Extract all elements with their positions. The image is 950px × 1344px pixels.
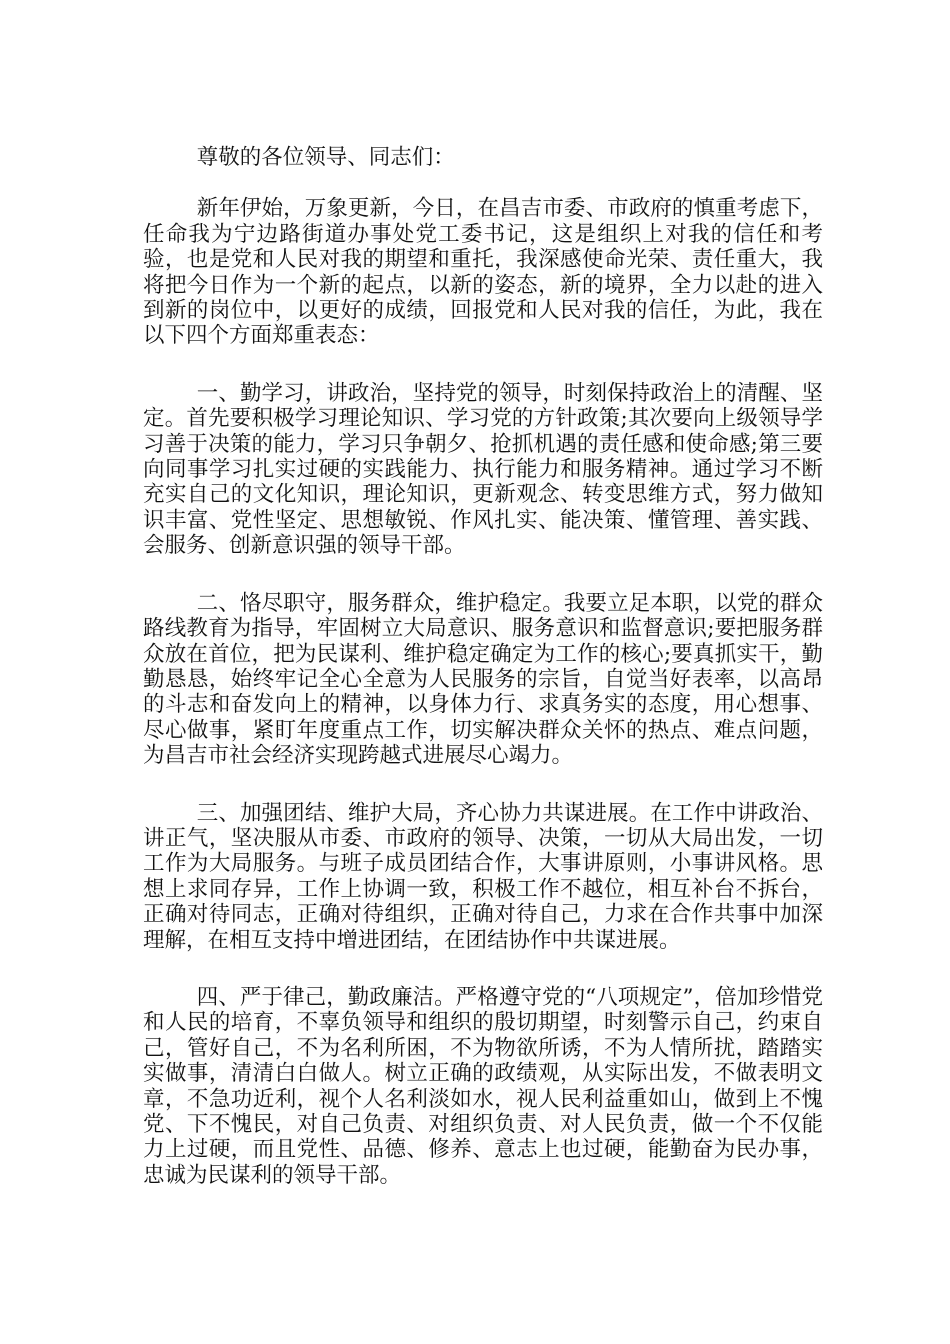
paragraph-point-4: 四、严于律己，勤政廉洁。严格遵守党的“八项规定”，倍加珍惜党和人民的培育，不辜负领导和组织的殷切期望，时刻警示自己，约束自己，管好自己，不为名利所困，不为物欲所诱，不为人情所扰，踏踏实实做事，清清白白做人。树立正确的政绩观，从实际出发，不做表明文章，不急功近利，视个人名利淡如水，视人民利益重如山，做到上不愧党、下不愧民，对自己负责、对组织负责、对人民负责，做一个不仅能力上过硬，而且党性、品德、修养、意志上也过硬，能勤奋为民办事，忠诚为民谋利的领导干部。 (143, 984, 823, 1188)
salutation: 尊敬的各位领导、同志们： (196, 145, 455, 170)
document-body (143, 145, 823, 1220)
paragraph-point-1: 一、勤学习，讲政治，坚持党的领导，时刻保持政治上的清醒、坚定。首先要积极学习理论知识、学习党的方针政策;其次要向上级领导学习善于决策的能力，学习只争朝夕、抢抓机遇的责任感和使命感;第三要向同事学习扎实过硬的实践能力、执行能力和服务精神。通过学习不断充实自己的文化知识，理论知识，更新观念、转变思维方式，努力做知识丰富、党性坚定、思想敏锐、作风扎实、能决策、懂管理、善实践、会服务、创新意识强的领导干部。 (143, 380, 823, 559)
paragraph-intro: 新年伊始，万象更新，今日，在昌吉市委、市政府的慎重考虑下，任命我为宁边路街道办事处党工委书记，这是组织上对我的信任和考验，也是党和人民对我的期望和重托，我深感使命光荣、责任重大，我将把今日作为一个新的起点，以新的姿态，新的境界，全力以赴的进入到新的岗位中，以更好的成绩，回报党和人民对我的信任，为此，我在以下四个方面郑重表态： (143, 196, 823, 349)
paragraph-point-2: 二、恪尽职守，服务群众，维护稳定。我要立足本职，以党的群众路线教育为指导，牢固树立大局意识、服务意识和监督意识;要把服务群众放在首位，把为民谋利、维护稳定确定为工作的核心;要真抓实干，勤勤恳恳，始终牢记全心全意为人民服务的宗旨，自觉当好表率，以高昂的斗志和奋发向上的精神，以身体力行、求真务实的态度，用心想事、尽心做事，紧盯年度重点工作，切实解决群众关怀的热点、难点问题，为昌吉市社会经济实现跨越式进展尽心竭力。 (143, 590, 823, 769)
paragraph-point-3: 三、加强团结、维护大局，齐心协力共谋进展。在工作中讲政治、讲正气，坚决服从市委、市政府的领导、决策，一切从大局出发，一切工作为大局服务。与班子成员团结合作，大事讲原则，小事讲风格。思想上求同存异，工作上协调一致，积极工作不越位，相互补台不拆台，正确对待同志，正确对待组织，正确对待自己，力求在合作共事中加深理解，在相互支持中增进团结，在团结协作中共谋进展。 (143, 800, 823, 953)
